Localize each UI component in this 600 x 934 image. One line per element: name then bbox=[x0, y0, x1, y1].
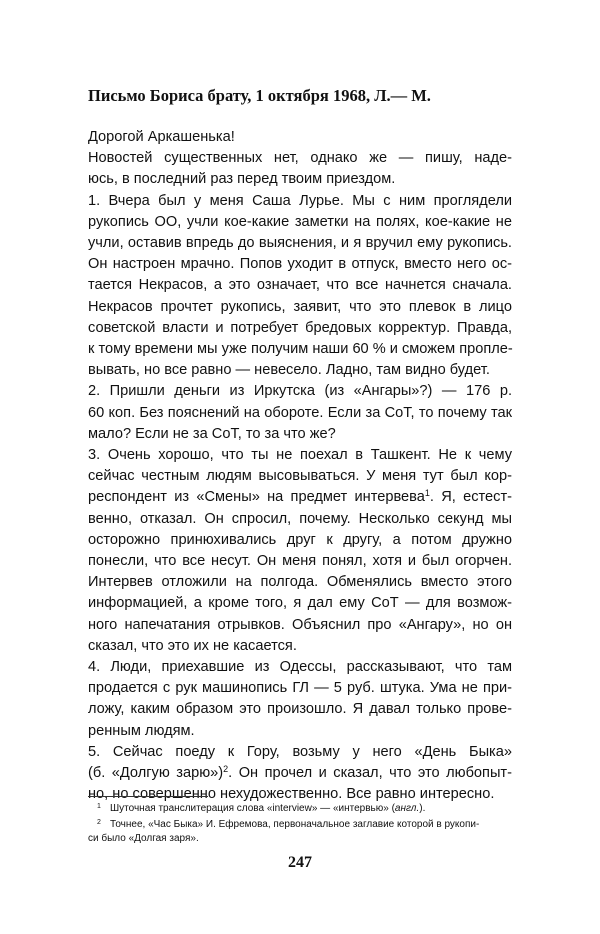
text-line: понесли, что все несут. Он меня понял, хотя и был огорчен. bbox=[88, 553, 512, 570]
text-line: но, но совершенно нехудожественно. Все равно интересно. bbox=[88, 786, 495, 803]
letter-title: Письмо Бориса брату, 1 октября 1968, Л.— М. bbox=[88, 86, 431, 105]
footnote-1 bbox=[88, 800, 512, 816]
text-line: осторожно принюхивались друг к другу, а потом дружно bbox=[88, 531, 512, 548]
footnote-italic: англ. bbox=[394, 803, 420, 814]
text-line: 2. Пришли деньги из Иркутска (из «Ангары»?) — 176 р. bbox=[88, 383, 512, 400]
text-line: рукопись ОО, учли кое-какие заметки на полях, кое-какие не bbox=[88, 213, 512, 230]
footnotes bbox=[88, 800, 512, 846]
text-line: информацией, а кроме того, я дал ему СоТ — для возмож- bbox=[88, 595, 512, 612]
line-text: (б. «Долгую зарю») bbox=[88, 765, 224, 782]
text-line: учли, оставив впредь до выяснения, и я вручил ему рукопись. bbox=[88, 235, 512, 252]
footnote-text: Точнее, «Час Быка» И. Ефремова, первоначальное заглавие которой в рукопи- bbox=[110, 819, 480, 830]
text-line: 4. Люди, приехавшие из Одессы, рассказывают, что там bbox=[88, 659, 512, 676]
text-line: сказал, что это их не касается. bbox=[88, 637, 297, 654]
footnote-text: Шуточная транслитерация слова «interview» — «интервью» ( bbox=[110, 803, 395, 814]
text-line: тается Некрасов, а это означает, что все начнется сначала. bbox=[88, 277, 512, 294]
footnote-mark: 2 bbox=[97, 819, 101, 826]
text-line: сейчас честным людям высовываться. У меня тут был кор- bbox=[88, 468, 512, 485]
text-line: вывать, но все равно — невесело. Ладно, там видно будет. bbox=[88, 362, 490, 379]
text-line: ренным людям. bbox=[88, 722, 195, 739]
footnote-text: си было «Долгая заря». bbox=[88, 833, 199, 844]
footnote-ref-2: 2 bbox=[223, 764, 229, 775]
text-line: венно, отказал. Он спросил, почему. Несколько секунд мы bbox=[88, 510, 512, 527]
text-line bbox=[88, 487, 512, 508]
text-line: Некрасов прочтет рукопись, заявит, что это плевок в лицо bbox=[88, 298, 512, 315]
text-line bbox=[88, 763, 512, 784]
footnote-2-continued bbox=[88, 832, 512, 846]
book-page bbox=[88, 0, 512, 934]
text-line: 5. Сейчас поеду к Гору, возьму у него «День Быка» bbox=[88, 743, 512, 760]
text-line: 1. Вчера был у меня Саша Лурье. Мы с ним проглядели bbox=[88, 192, 512, 209]
text-line: Дорогой Аркашенька! bbox=[88, 129, 235, 145]
text-line: ного напечатания отрывков. Объяснил про «Ангару», но он bbox=[88, 616, 512, 633]
text-line: ложу, каким образом это произошло. Я давал только прове- bbox=[88, 701, 512, 718]
text-line: мало? Если не за СоТ, то за что же? bbox=[88, 425, 336, 442]
line-text: . Он прочел и сказал, что это любопыт- bbox=[228, 765, 512, 782]
text-line: Интервев отложили на полгода. Обменялись вместо этого bbox=[88, 574, 512, 591]
text-line: к тому времени мы уже получим наши 60 % и сможем пропле- bbox=[88, 341, 513, 358]
text-line: юсь, в последний раз перед твоим приездом. bbox=[88, 171, 396, 188]
line-text: респондент из «Смены» на предмет интервева bbox=[88, 489, 425, 506]
text-line: советской власти и потребует бредовых корректур. Правда, bbox=[88, 319, 512, 336]
text-line: 3. Очень хорошо, что ты не поехал в Ташкент. Не к чему bbox=[88, 447, 512, 464]
page-number: 247 bbox=[288, 854, 312, 871]
footnote-divider bbox=[88, 796, 208, 797]
footnote-end: ). bbox=[419, 803, 426, 814]
text-line: 60 коп. Без пояснений на обороте. Если за СоТ, то почему так bbox=[88, 404, 512, 421]
text-line: Новостей существенных нет, однако же — пишу, наде- bbox=[88, 150, 512, 167]
footnote-mark: 1 bbox=[97, 803, 101, 810]
footnote-2 bbox=[88, 816, 512, 832]
text-line: продается с рук машинопись ГЛ — 5 руб. штука. Ума не при- bbox=[88, 680, 512, 697]
text-line: Он настроен мрачно. Попов уходит в отпуск, вместо него ос- bbox=[88, 256, 512, 273]
footnote-ref-1: 1 bbox=[424, 488, 430, 499]
letter-body bbox=[88, 127, 512, 806]
line-text: . Я, естест- bbox=[429, 489, 512, 506]
